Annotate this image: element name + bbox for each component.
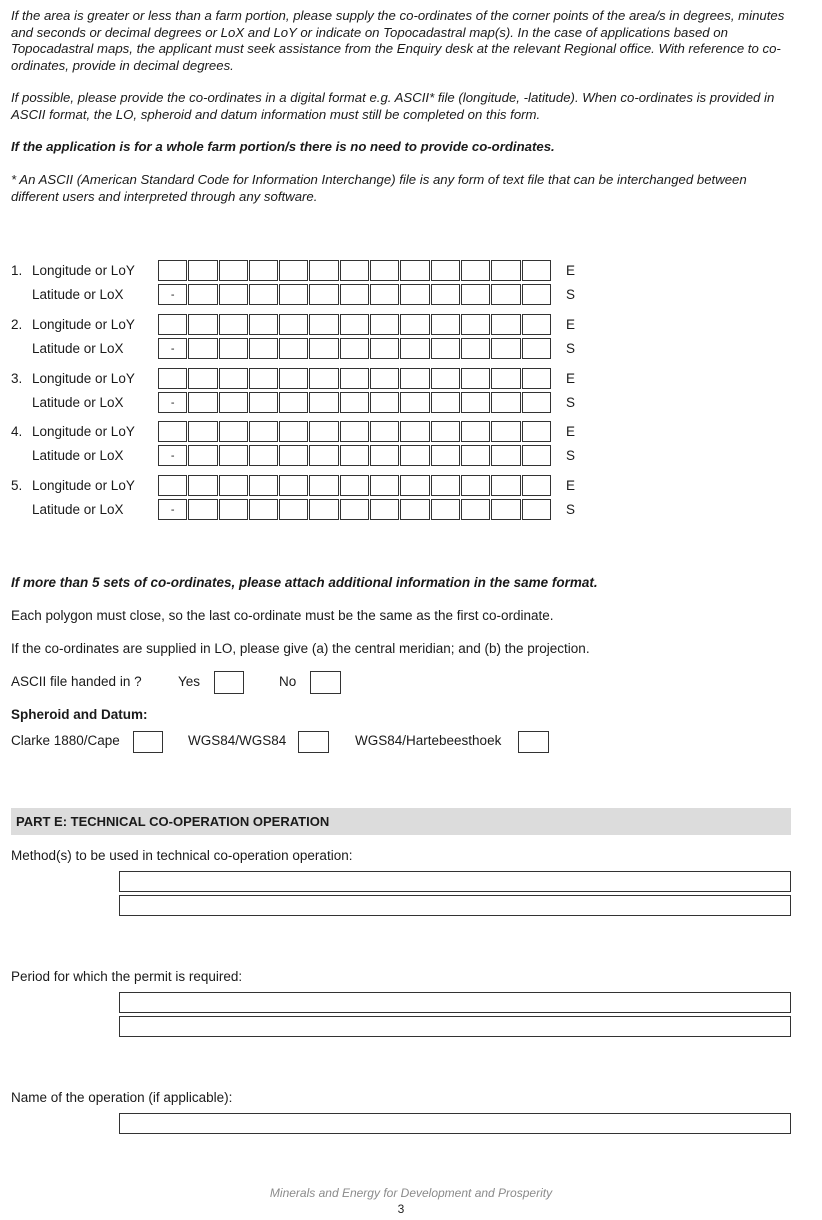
latitude-digit-cell[interactable] (188, 499, 217, 520)
latitude-digit-cell[interactable] (249, 445, 278, 466)
latitude-digit-cell[interactable] (279, 499, 308, 520)
longitude-digit-cell[interactable] (219, 314, 248, 335)
longitude-label: Longitude or LoY (32, 371, 135, 386)
longitude-label: Longitude or LoY (32, 317, 135, 332)
latitude-digit-grid (158, 284, 552, 305)
longitude-digit-cell[interactable] (158, 475, 187, 496)
longitude-digit-cell[interactable] (309, 260, 338, 281)
latitude-digit-cell[interactable] (340, 284, 369, 305)
longitude-label: Longitude or LoY (32, 263, 135, 278)
longitude-digit-cell[interactable] (461, 314, 490, 335)
method-input-2[interactable] (119, 895, 791, 916)
latitude-digit-cell[interactable] (400, 392, 429, 413)
longitude-digit-cell[interactable] (400, 260, 429, 281)
latitude-digit-cell[interactable] (431, 392, 460, 413)
latitude-digit-grid (158, 392, 552, 413)
latitude-label: Latitude or LoX (32, 448, 124, 463)
intro-footnote: * An ASCII (American Standard Code for Information Interchange) file is any form of text file that can be interchanged between different users and interpreted through any software. (11, 172, 747, 204)
period-label: Period for which the permit is required: (11, 969, 243, 984)
longitude-digit-cell[interactable] (309, 475, 338, 496)
longitude-digit-cell[interactable] (461, 475, 490, 496)
longitude-digit-cell[interactable] (370, 368, 399, 389)
latitude-digit-cell[interactable] (340, 392, 369, 413)
intro-paragraph-1: If the area is greater or less than a farm portion, please supply the co-ordinates of the corner points of the area/s in degrees, minutes and seconds or decimal degrees or LoX and LoY or indicate on Topocadastral map(s). In the case of applications based on Topocadastral maps, the applicant must seek assistance from the Enquiry desk at the relevant Regional office. With reference to co-ordinates, provide in decimal degrees. (11, 8, 785, 73)
latitude-digit-cell[interactable] (188, 338, 217, 359)
latitude-digit-cell[interactable] (158, 499, 187, 520)
latitude-hemisphere: S (566, 287, 576, 302)
longitude-digit-cell[interactable] (249, 421, 278, 442)
latitude-digit-cell[interactable] (431, 499, 460, 520)
latitude-digit-cell[interactable] (249, 499, 278, 520)
longitude-digit-cell[interactable] (340, 314, 369, 335)
longitude-digit-cell[interactable] (249, 260, 278, 281)
coordinate-number: 4. (11, 424, 23, 439)
latitude-digit-cell[interactable] (491, 445, 520, 466)
longitude-digit-cell[interactable] (400, 314, 429, 335)
longitude-hemisphere: E (566, 424, 576, 439)
footer-tagline: Minerals and Energy for Development and Prosperity (269, 1186, 553, 1200)
longitude-digit-cell[interactable] (370, 421, 399, 442)
latitude-digit-cell[interactable] (340, 499, 369, 520)
spheroid-option-label: WGS84/WGS84 (188, 733, 287, 748)
latitude-digit-cell[interactable] (340, 445, 369, 466)
longitude-digit-cell[interactable] (158, 260, 187, 281)
longitude-digit-cell[interactable] (522, 475, 551, 496)
longitude-digit-cell[interactable] (309, 314, 338, 335)
longitude-digit-cell[interactable] (370, 475, 399, 496)
longitude-digit-cell[interactable] (249, 314, 278, 335)
longitude-digit-cell[interactable] (491, 260, 520, 281)
spheroid-wgs84-checkbox[interactable] (298, 731, 329, 753)
latitude-digit-cell[interactable] (461, 338, 490, 359)
latitude-digit-cell[interactable] (340, 338, 369, 359)
spheroid-option-label: WGS84/Hartebeesthoek (355, 733, 502, 748)
longitude-digit-cell[interactable] (188, 475, 217, 496)
longitude-digit-cell[interactable] (431, 314, 460, 335)
longitude-digit-grid (158, 421, 552, 442)
longitude-digit-cell[interactable] (522, 421, 551, 442)
longitude-digit-cell[interactable] (219, 421, 248, 442)
longitude-digit-cell[interactable] (158, 314, 187, 335)
longitude-digit-cell[interactable] (158, 368, 187, 389)
latitude-digit-cell[interactable] (219, 392, 248, 413)
note-more-than-5: If more than 5 sets of co-ordinates, please attach additional information in the same format. (11, 575, 598, 590)
latitude-digit-cell[interactable] (219, 284, 248, 305)
longitude-digit-cell[interactable] (400, 421, 429, 442)
latitude-digit-cell[interactable] (309, 499, 338, 520)
latitude-digit-cell[interactable] (219, 338, 248, 359)
latitude-digit-cell[interactable] (188, 392, 217, 413)
operation-name-label: Name of the operation (if applicable): (11, 1090, 233, 1105)
ascii-label: ASCII file handed in ? (11, 674, 142, 689)
ascii-no-checkbox[interactable] (310, 671, 341, 694)
latitude-label: Latitude or LoX (32, 341, 124, 356)
longitude-digit-cell[interactable] (431, 421, 460, 442)
latitude-digit-cell[interactable] (279, 284, 308, 305)
longitude-digit-grid (158, 368, 552, 389)
spheroid-heading: Spheroid and Datum: (11, 707, 148, 722)
operation-name-input[interactable] (119, 1113, 791, 1134)
latitude-digit-cell[interactable] (522, 499, 551, 520)
note-lo-info: If the co-ordinates are supplied in LO, please give (a) the central meridian; and (b) the projection. (11, 641, 590, 656)
latitude-digit-cell[interactable] (491, 499, 520, 520)
longitude-digit-cell[interactable] (279, 314, 308, 335)
longitude-digit-cell[interactable] (461, 421, 490, 442)
method-label: Method(s) to be used in technical co-operation operation: (11, 848, 353, 863)
latitude-digit-cell[interactable] (249, 392, 278, 413)
coordinate-number: 1. (11, 263, 23, 278)
latitude-digit-cell[interactable] (491, 338, 520, 359)
latitude-label: Latitude or LoX (32, 395, 124, 410)
latitude-digit-cell[interactable] (279, 392, 308, 413)
latitude-digit-cell[interactable] (400, 499, 429, 520)
longitude-digit-cell[interactable] (309, 368, 338, 389)
longitude-hemisphere: E (566, 371, 576, 386)
latitude-digit-cell[interactable] (279, 445, 308, 466)
latitude-hemisphere: S (566, 341, 576, 356)
intro-paragraph-2: If possible, please provide the co-ordinates in a digital format e.g. ASCII* file (longitude, -latitude). When co-ordinates is provided in ASCII format, the LO, spheroid and datum information must still be completed on this form. (11, 90, 775, 122)
latitude-digit-cell[interactable] (461, 445, 490, 466)
negative-sign: - (170, 449, 175, 462)
longitude-digit-cell[interactable] (400, 368, 429, 389)
longitude-digit-cell[interactable] (491, 421, 520, 442)
latitude-digit-cell[interactable] (158, 445, 187, 466)
latitude-digit-cell[interactable] (522, 445, 551, 466)
latitude-digit-cell[interactable] (400, 284, 429, 305)
latitude-digit-cell[interactable] (431, 445, 460, 466)
latitude-digit-cell[interactable] (370, 499, 399, 520)
longitude-digit-cell[interactable] (340, 260, 369, 281)
longitude-hemisphere: E (566, 478, 576, 493)
method-input-1[interactable] (119, 871, 791, 892)
longitude-digit-cell[interactable] (370, 260, 399, 281)
longitude-digit-cell[interactable] (279, 368, 308, 389)
latitude-hemisphere: S (566, 395, 576, 410)
longitude-digit-cell[interactable] (279, 421, 308, 442)
latitude-digit-cell[interactable] (370, 338, 399, 359)
latitude-digit-cell[interactable] (400, 338, 429, 359)
latitude-digit-cell[interactable] (158, 284, 187, 305)
latitude-hemisphere: S (566, 448, 576, 463)
period-input-2[interactable] (119, 1016, 791, 1037)
coordinate-number: 3. (11, 371, 23, 386)
negative-sign: - (170, 396, 175, 409)
page-number: 3 (397, 1202, 405, 1216)
longitude-digit-cell[interactable] (370, 314, 399, 335)
latitude-digit-grid (158, 445, 552, 466)
latitude-digit-cell[interactable] (431, 338, 460, 359)
coordinate-number: 5. (11, 478, 23, 493)
latitude-digit-cell[interactable] (522, 338, 551, 359)
longitude-digit-cell[interactable] (309, 421, 338, 442)
negative-sign: - (170, 288, 175, 301)
longitude-digit-cell[interactable] (522, 260, 551, 281)
latitude-hemisphere: S (566, 502, 576, 517)
longitude-digit-cell[interactable] (158, 421, 187, 442)
longitude-digit-cell[interactable] (340, 475, 369, 496)
latitude-digit-cell[interactable] (461, 284, 490, 305)
spheroid-option-label: Clarke 1880/Cape (11, 733, 120, 748)
longitude-digit-cell[interactable] (188, 421, 217, 442)
longitude-label: Longitude or LoY (32, 424, 135, 439)
longitude-digit-cell[interactable] (461, 368, 490, 389)
latitude-digit-cell[interactable] (370, 392, 399, 413)
longitude-digit-cell[interactable] (279, 475, 308, 496)
latitude-label: Latitude or LoX (32, 502, 124, 517)
longitude-digit-cell[interactable] (522, 314, 551, 335)
latitude-digit-cell[interactable] (461, 392, 490, 413)
latitude-digit-cell[interactable] (158, 392, 187, 413)
longitude-digit-cell[interactable] (340, 421, 369, 442)
latitude-digit-cell[interactable] (431, 284, 460, 305)
latitude-digit-cell[interactable] (522, 284, 551, 305)
longitude-digit-grid (158, 314, 552, 335)
latitude-digit-cell[interactable] (188, 284, 217, 305)
spheroid-hartebeesthoek-checkbox[interactable] (518, 731, 549, 753)
latitude-digit-cell[interactable] (461, 499, 490, 520)
part-e-heading: PART E: TECHNICAL CO-OPERATION OPERATION (11, 808, 791, 835)
longitude-digit-grid (158, 260, 552, 281)
longitude-digit-cell[interactable] (522, 368, 551, 389)
longitude-digit-cell[interactable] (188, 260, 217, 281)
longitude-digit-cell[interactable] (461, 260, 490, 281)
latitude-digit-cell[interactable] (158, 338, 187, 359)
latitude-digit-cell[interactable] (188, 445, 217, 466)
period-input-1[interactable] (119, 992, 791, 1013)
longitude-label: Longitude or LoY (32, 478, 135, 493)
longitude-digit-cell[interactable] (279, 260, 308, 281)
ascii-no-label: No (279, 674, 297, 689)
negative-sign: - (170, 503, 175, 516)
latitude-digit-cell[interactable] (491, 284, 520, 305)
longitude-hemisphere: E (566, 317, 576, 332)
latitude-digit-cell[interactable] (309, 445, 338, 466)
longitude-digit-cell[interactable] (431, 260, 460, 281)
longitude-digit-cell[interactable] (249, 475, 278, 496)
latitude-digit-cell[interactable] (370, 445, 399, 466)
longitude-digit-cell[interactable] (431, 475, 460, 496)
longitude-digit-cell[interactable] (340, 368, 369, 389)
latitude-digit-cell[interactable] (219, 445, 248, 466)
longitude-digit-cell[interactable] (219, 368, 248, 389)
latitude-digit-cell[interactable] (249, 338, 278, 359)
longitude-digit-cell[interactable] (491, 368, 520, 389)
intro-paragraph-3: If the application is for a whole farm portion/s there is no need to provide co-ordinates. (11, 139, 555, 154)
latitude-digit-grid (158, 338, 552, 359)
longitude-digit-cell[interactable] (400, 475, 429, 496)
longitude-digit-cell[interactable] (491, 314, 520, 335)
ascii-yes-label: Yes (178, 674, 201, 689)
latitude-digit-cell[interactable] (491, 392, 520, 413)
latitude-digit-cell[interactable] (522, 392, 551, 413)
negative-sign: - (170, 342, 175, 355)
latitude-digit-cell[interactable] (279, 338, 308, 359)
longitude-digit-cell[interactable] (249, 368, 278, 389)
ascii-yes-checkbox[interactable] (214, 671, 244, 694)
longitude-hemisphere: E (566, 263, 576, 278)
longitude-digit-grid (158, 475, 552, 496)
latitude-digit-cell[interactable] (219, 499, 248, 520)
latitude-digit-cell[interactable] (309, 392, 338, 413)
longitude-digit-cell[interactable] (219, 260, 248, 281)
latitude-digit-cell[interactable] (370, 284, 399, 305)
longitude-digit-cell[interactable] (188, 368, 217, 389)
longitude-digit-cell[interactable] (188, 314, 217, 335)
longitude-digit-cell[interactable] (491, 475, 520, 496)
latitude-digit-cell[interactable] (249, 284, 278, 305)
latitude-digit-cell[interactable] (309, 284, 338, 305)
longitude-digit-cell[interactable] (219, 475, 248, 496)
latitude-digit-grid (158, 499, 552, 520)
coordinate-number: 2. (11, 317, 23, 332)
spheroid-clarke-checkbox[interactable] (133, 731, 163, 753)
longitude-digit-cell[interactable] (431, 368, 460, 389)
latitude-digit-cell[interactable] (400, 445, 429, 466)
latitude-digit-cell[interactable] (309, 338, 338, 359)
note-polygon-close: Each polygon must close, so the last co-ordinate must be the same as the first co-ordinate. (11, 608, 554, 623)
latitude-label: Latitude or LoX (32, 287, 124, 302)
